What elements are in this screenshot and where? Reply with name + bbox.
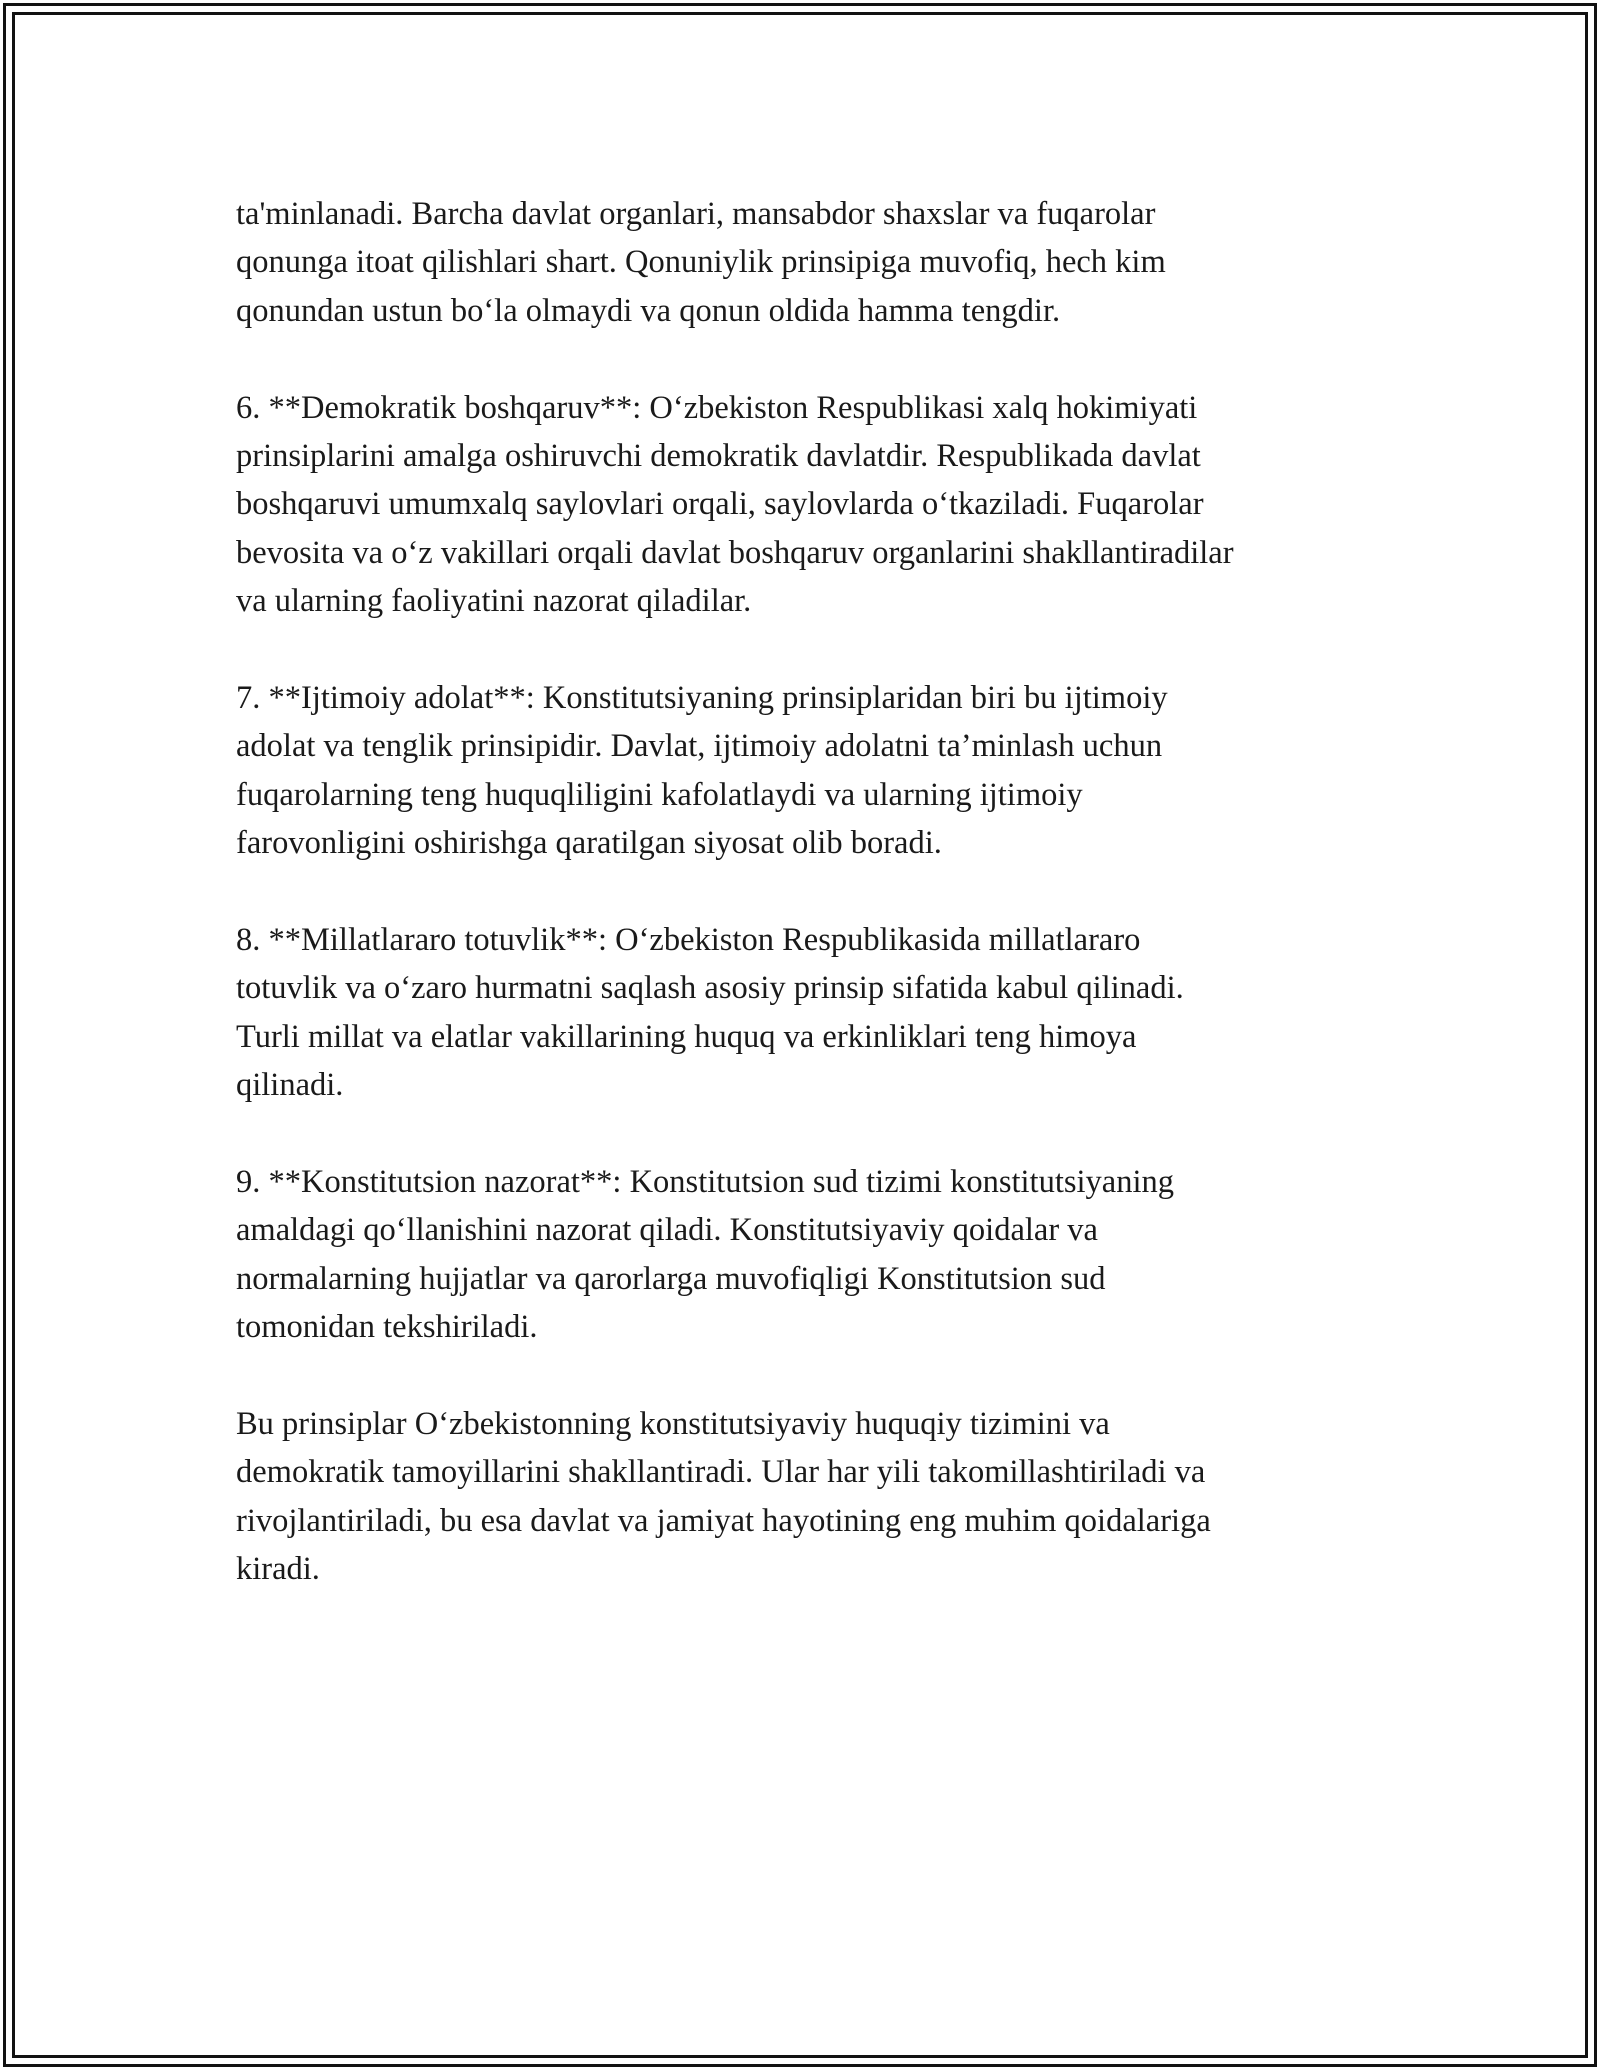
paragraph-millatlararo-totuvlik: 8. **Millatlararo totuvlik**: O‘zbekiston Respublikasida millatlararo totuvlik va o‘zaro hurmatni saqlash asosiy prinsip sifatida kabul qilinadi. Turli millat va elatlar vakillarining huquq va erkinliklari teng himoya qilinadi. — [236, 922, 1184, 1104]
paragraph-demokratik-boshqaruv: 6. **Demokratik boshqaruv**: O‘zbekiston Respublikasi xalq hokimiyati prinsiplarini amalga oshiruvchi demokratik davlatdir. Respublikada davlat boshqaruvi umumxalq saylovlari orqali, saylovlarda o‘tkaziladi. Fuqarolar bevosita va o‘z vakillari orqali davlat boshqaruv organlarini shakllantiradilar va ularning faoliyatini nazorat qiladilar. — [236, 389, 1234, 620]
paragraph-conclusion: Bu prinsiplar O‘zbekistonning konstitutsiyaviy huquqiy tizimini va demokratik tamoyillarini shakllantiradi. Ular har yili takomillashtiriladi va rivojlantiriladi, bu esa davlat va jamiyat hayotining eng muhim qoidalariga kiradi. — [236, 1406, 1211, 1588]
paragraph-ijtimoiy-adolat: 7. **Ijtimoiy adolat**: Konstitutsiyaning prinsiplaridan biri bu ijtimoiy adolat va tenglik prinsipidir. Davlat, ijtimoiy adolatni ta’minlash uchun fuqarolarning teng huquqliligini kafolatlaydi va ularning ijtimoiy farovonligini oshirishga qaratilgan siyosat olib boradi. — [236, 680, 1168, 862]
paragraph-konstitutsion-nazorat: 9. **Konstitutsion nazorat**: Konstitutsion sud tizimi konstitutsiyaning amaldagi qo‘llanishini nazorat qiladi. Konstitutsiyaviy qoidalar va normalarning hujjatlar va qarorlarga muvofiqligi Konstitutsion sud tomonidan tekshiriladi. — [236, 1164, 1174, 1346]
paragraph-continuation: ta'minlanadi. Barcha davlat organlari, mansabdor shaxslar va fuqarolar qonunga itoat qilishlari shart. Qonuniylik prinsipiga muvofiq, hech kim qonundan ustun bo‘la olmaydi va qonun oldida hamma tengdir. — [236, 196, 1166, 329]
document-body — [236, 190, 1376, 1642]
